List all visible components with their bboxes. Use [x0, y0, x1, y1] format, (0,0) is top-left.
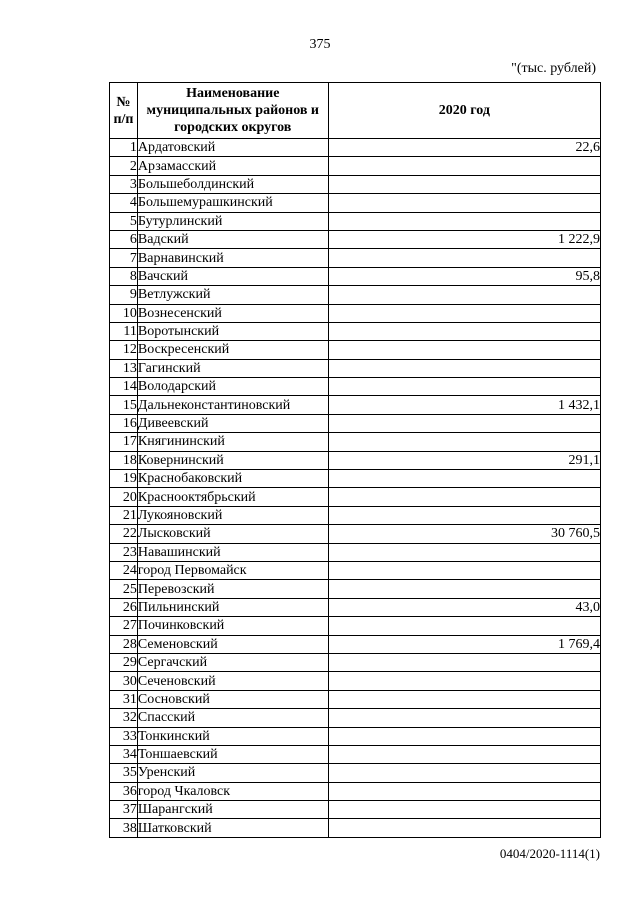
- row-value: [328, 727, 600, 745]
- row-name: Большемурашкинский: [137, 194, 328, 212]
- row-value: [328, 617, 600, 635]
- table-row: [110, 580, 601, 598]
- row-name: Сосновский: [137, 690, 328, 708]
- row-name: Семеновский: [137, 635, 328, 653]
- row-value: [328, 433, 600, 451]
- table-row: [110, 230, 601, 248]
- table-row: [110, 304, 601, 322]
- row-number: 29: [110, 653, 138, 671]
- row-value: [328, 506, 600, 524]
- table-row: [110, 617, 601, 635]
- row-name: Вознесенский: [137, 304, 328, 322]
- row-number: 5: [110, 212, 138, 230]
- table-row: [110, 451, 601, 469]
- row-name: Воротынский: [137, 322, 328, 340]
- row-number: 4: [110, 194, 138, 212]
- table-row: [110, 470, 601, 488]
- row-number: 7: [110, 249, 138, 267]
- row-number: 34: [110, 745, 138, 763]
- table-row: [110, 488, 601, 506]
- row-name: Навашинский: [137, 543, 328, 561]
- row-value: [328, 543, 600, 561]
- row-value: [328, 212, 600, 230]
- header-number: № п/п: [110, 83, 138, 139]
- table-row: [110, 819, 601, 837]
- row-value: [328, 709, 600, 727]
- row-number: 18: [110, 451, 138, 469]
- row-number: 35: [110, 764, 138, 782]
- table-row: [110, 359, 601, 377]
- row-value: 1 432,1: [328, 396, 600, 414]
- row-name: Гагинский: [137, 359, 328, 377]
- row-number: 24: [110, 561, 138, 579]
- row-value: 22,6: [328, 139, 600, 157]
- row-value: [328, 801, 600, 819]
- table-header-row: [110, 83, 601, 139]
- table-row: [110, 561, 601, 579]
- row-name: Тоншаевский: [137, 745, 328, 763]
- row-value: [328, 157, 600, 175]
- row-value: 1 222,9: [328, 230, 600, 248]
- row-name: Перевозский: [137, 580, 328, 598]
- header-year: 2020 год: [328, 83, 600, 139]
- table-row: [110, 414, 601, 432]
- table-row: [110, 322, 601, 340]
- table-row: [110, 653, 601, 671]
- table-row: [110, 249, 601, 267]
- row-number: 28: [110, 635, 138, 653]
- row-name: Пильнинский: [137, 598, 328, 616]
- table-row: [110, 433, 601, 451]
- row-value: [328, 286, 600, 304]
- budget-table: [109, 82, 601, 838]
- row-number: 11: [110, 322, 138, 340]
- row-number: 8: [110, 267, 138, 285]
- table-row: [110, 635, 601, 653]
- row-name: Вачский: [137, 267, 328, 285]
- table-row: [110, 727, 601, 745]
- row-name: Уренский: [137, 764, 328, 782]
- table-row: [110, 506, 601, 524]
- table-row: [110, 782, 601, 800]
- row-value: [328, 672, 600, 690]
- row-name: Большеболдинский: [137, 175, 328, 193]
- document-code: 0404/2020-1114(1): [499, 846, 600, 861]
- row-number: 3: [110, 175, 138, 193]
- row-name: Шатковский: [137, 819, 328, 837]
- row-value: 291,1: [328, 451, 600, 469]
- row-value: [328, 378, 600, 396]
- row-value: [328, 782, 600, 800]
- row-name: Сеченовский: [137, 672, 328, 690]
- row-value: [328, 653, 600, 671]
- row-name: Краснобаковский: [137, 470, 328, 488]
- row-name: Ковернинский: [137, 451, 328, 469]
- row-name: Вадский: [137, 230, 328, 248]
- row-value: [328, 322, 600, 340]
- row-value: 95,8: [328, 267, 600, 285]
- header-name: Наименование муниципальных районов и городских округов: [137, 83, 328, 139]
- row-value: 1 769,4: [328, 635, 600, 653]
- row-number: 16: [110, 414, 138, 432]
- table-row: [110, 286, 601, 304]
- row-name: Воскресенский: [137, 341, 328, 359]
- row-name: Дальнеконстантиновский: [137, 396, 328, 414]
- table-row: [110, 598, 601, 616]
- row-number: 23: [110, 543, 138, 561]
- row-name: Краснооктябрьский: [137, 488, 328, 506]
- table-row: [110, 194, 601, 212]
- row-name: Княгининский: [137, 433, 328, 451]
- row-number: 31: [110, 690, 138, 708]
- row-number: 32: [110, 709, 138, 727]
- row-name: Ветлужский: [137, 286, 328, 304]
- row-number: 38: [110, 819, 138, 837]
- table-row: [110, 672, 601, 690]
- row-number: 26: [110, 598, 138, 616]
- row-number: 22: [110, 525, 138, 543]
- table-body: [110, 139, 601, 838]
- row-name: Ардатовский: [137, 139, 328, 157]
- row-number: 12: [110, 341, 138, 359]
- row-name: Починковский: [137, 617, 328, 635]
- row-number: 37: [110, 801, 138, 819]
- row-value: [328, 359, 600, 377]
- row-value: 30 760,5: [328, 525, 600, 543]
- row-number: 10: [110, 304, 138, 322]
- row-number: 21: [110, 506, 138, 524]
- row-value: [328, 470, 600, 488]
- row-number: 36: [110, 782, 138, 800]
- table-row: [110, 690, 601, 708]
- row-number: 20: [110, 488, 138, 506]
- table-row: [110, 764, 601, 782]
- row-name: Арзамасский: [137, 157, 328, 175]
- table-row: [110, 525, 601, 543]
- row-number: 19: [110, 470, 138, 488]
- row-name: Варнавинский: [137, 249, 328, 267]
- table-row: [110, 157, 601, 175]
- row-number: 17: [110, 433, 138, 451]
- row-value: [328, 414, 600, 432]
- table-row: [110, 396, 601, 414]
- row-value: [328, 819, 600, 837]
- table-row: [110, 175, 601, 193]
- row-name: Дивеевский: [137, 414, 328, 432]
- row-value: [328, 745, 600, 763]
- row-name: город Чкаловск: [137, 782, 328, 800]
- row-number: 33: [110, 727, 138, 745]
- row-name: Лысковский: [137, 525, 328, 543]
- page-number: 375: [309, 37, 331, 52]
- table-row: [110, 709, 601, 727]
- table-row: [110, 801, 601, 819]
- row-value: [328, 764, 600, 782]
- row-number: 9: [110, 286, 138, 304]
- row-value: [328, 561, 600, 579]
- row-name: Спасский: [137, 709, 328, 727]
- table-row: [110, 139, 601, 157]
- row-number: 6: [110, 230, 138, 248]
- row-value: [328, 341, 600, 359]
- row-value: [328, 690, 600, 708]
- table-row: [110, 543, 601, 561]
- row-number: 15: [110, 396, 138, 414]
- table-row: [110, 212, 601, 230]
- row-name: Лукояновский: [137, 506, 328, 524]
- row-number: 30: [110, 672, 138, 690]
- table-row: [110, 267, 601, 285]
- row-name: Сергачский: [137, 653, 328, 671]
- row-value: [328, 194, 600, 212]
- row-number: 14: [110, 378, 138, 396]
- table-row: [110, 378, 601, 396]
- row-value: [328, 488, 600, 506]
- row-name: Шарангский: [137, 801, 328, 819]
- row-value: 43,0: [328, 598, 600, 616]
- row-name: Бутурлинский: [137, 212, 328, 230]
- row-value: [328, 249, 600, 267]
- row-value: [328, 580, 600, 598]
- row-name: Тонкинский: [137, 727, 328, 745]
- row-value: [328, 304, 600, 322]
- row-number: 13: [110, 359, 138, 377]
- row-number: 25: [110, 580, 138, 598]
- row-number: 27: [110, 617, 138, 635]
- row-value: [328, 175, 600, 193]
- row-number: 1: [110, 139, 138, 157]
- row-name: город Первомайск: [137, 561, 328, 579]
- row-name: Володарский: [137, 378, 328, 396]
- row-number: 2: [110, 157, 138, 175]
- units-label: "(тыс. рублей): [511, 61, 596, 76]
- table-row: [110, 745, 601, 763]
- table-row: [110, 341, 601, 359]
